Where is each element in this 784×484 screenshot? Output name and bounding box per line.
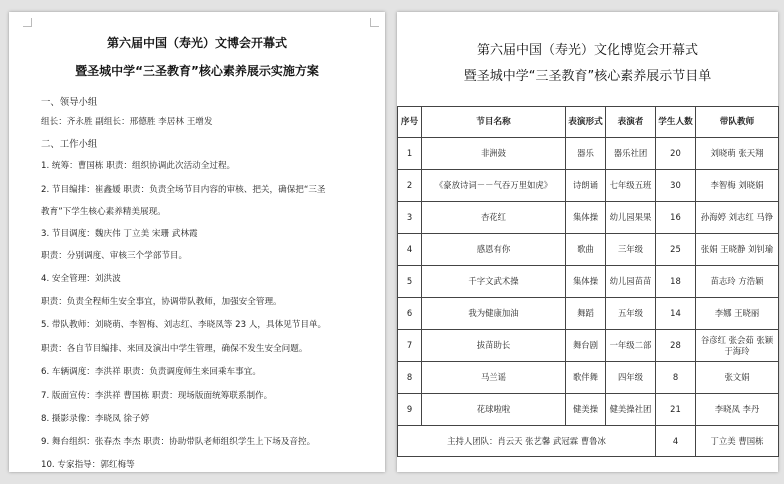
table-cell: 幼儿园果果	[606, 202, 656, 234]
program-table	[397, 106, 779, 457]
table-row	[398, 202, 779, 234]
table-cell: 舞蹈	[566, 298, 606, 330]
section-heading: 二、工作小组	[41, 139, 98, 150]
table-row	[398, 138, 779, 170]
document-subtitle: 暨圣城中学“三圣教育”核心素养展示实施方案	[75, 64, 319, 78]
text-line: 组长：齐永胜 副组长：邢德胜 李居林 王增发	[41, 117, 213, 127]
text-line: 1. 统筹：曹国栋 职责：组织协调此次活动全过程。	[41, 161, 236, 171]
table-cell: 4	[398, 234, 422, 266]
text-line: 职责：负责全程师生安全事宜，协调带队教师，加强安全管理。	[41, 297, 282, 307]
document-title: 第六届中国（寿光）文博会开幕式	[106, 36, 287, 50]
program-title: 第六届中国（寿光）文化博览会开幕式	[476, 43, 698, 58]
table-cell: 李智梅 刘晓娟	[696, 170, 779, 202]
table-cell: 30	[656, 170, 696, 202]
host-team-cell: 主持人团队：肖云天 张艺馨 武冠霖 曹鲁冰	[398, 426, 656, 457]
table-row	[398, 394, 779, 426]
text-line: 5. 带队教师：刘晓萌、李智梅、刘志红、李晓凤等 23 人，具体见节目单。	[41, 320, 327, 330]
text-line: 4. 安全管理：刘洪波	[41, 274, 121, 284]
column-header: 节目名称	[422, 107, 566, 138]
right-document-page	[397, 12, 778, 472]
table-cell: 1	[398, 138, 422, 170]
table-cell: 集体操	[566, 202, 606, 234]
text-line: 7. 版面宣传：李洪祥 曹国栋 职责：现场版面统筹联系制作。	[41, 391, 273, 401]
table-row	[398, 330, 779, 362]
table-cell: 感恩有你	[422, 234, 566, 266]
table-cell: 器乐社团	[606, 138, 656, 170]
column-header: 表演者	[606, 107, 656, 138]
table-cell: 孙海婷 刘志红 马铮	[696, 202, 779, 234]
table-cell: 舞台剧	[566, 330, 606, 362]
table-cell: 谷彦红 张会茹 张颖 于海玲	[696, 330, 779, 362]
table-cell: 5	[398, 266, 422, 298]
table-row	[398, 362, 779, 394]
text-line: 职责：分别调度、审核三个学部节目。	[41, 251, 188, 261]
table-row	[398, 234, 779, 266]
text-line: 10. 专家指导：郭红梅等	[41, 460, 135, 470]
page-corner-mark	[370, 18, 379, 27]
table-cell: 《豪放诗词－－气吞万里如虎》	[422, 170, 566, 202]
table-cell: 25	[656, 234, 696, 266]
table-cell: 千字文武术操	[422, 266, 566, 298]
table-cell: 6	[398, 298, 422, 330]
table-cell: 28	[656, 330, 696, 362]
text-line: 教育”下学生核心素养精美展现。	[41, 207, 166, 217]
table-cell: 21	[656, 394, 696, 426]
text-line: 职责：各自节目编排、来回及演出中学生管理，确保不发生安全问题。	[41, 344, 308, 354]
table-cell: 拔苗助长	[422, 330, 566, 362]
table-cell: 16	[656, 202, 696, 234]
table-cell: 8	[398, 362, 422, 394]
table-cell: 马兰谣	[422, 362, 566, 394]
table-cell: 14	[656, 298, 696, 330]
table-cell: 花球啦啦	[422, 394, 566, 426]
column-header: 带队教师	[696, 107, 779, 138]
table-cell: 3	[398, 202, 422, 234]
table-cell: 集体操	[566, 266, 606, 298]
column-header: 学生人数	[656, 107, 696, 138]
table-cell: 七年级五班	[606, 170, 656, 202]
table-cell: 幼儿园苗苗	[606, 266, 656, 298]
table-row	[398, 266, 779, 298]
table-cell: 7	[398, 330, 422, 362]
host-team-row	[398, 426, 779, 457]
table-cell: 丁立美 曹国栋	[696, 426, 779, 457]
table-cell: 4	[656, 426, 696, 457]
table-cell: 我为健康加油	[422, 298, 566, 330]
text-line: 3. 节目调度：魏庆伟 丁立美 宋珊 武林霞	[41, 229, 198, 239]
table-cell: 健美操社团	[606, 394, 656, 426]
table-cell: 李娜 王晓丽	[696, 298, 779, 330]
table-cell: 18	[656, 266, 696, 298]
table-cell: 五年级	[606, 298, 656, 330]
table-cell: 张娟 王晓静 刘钊瑜	[696, 234, 779, 266]
program-subtitle: 暨圣城中学“三圣教育”核心素养展示节目单	[463, 69, 712, 84]
table-cell: 歌伴舞	[566, 362, 606, 394]
table-header-row	[398, 107, 779, 138]
table-cell: 四年级	[606, 362, 656, 394]
table-cell: 张文娟	[696, 362, 779, 394]
table-row	[398, 170, 779, 202]
text-line: 9. 舞台组织：张春杰 李杰 职责：协助带队老师组织学生上下场及音控。	[41, 437, 316, 447]
table-cell: 诗朗诵	[566, 170, 606, 202]
section-heading: 一、领导小组	[41, 97, 98, 108]
table-cell: 一年级二部	[606, 330, 656, 362]
table-cell: 8	[656, 362, 696, 394]
table-cell: 歌曲	[566, 234, 606, 266]
text-line: 2. 节目编排：崔鑫媛 职责：负责全场节目内容的审核、把关，确保把“三圣	[41, 185, 326, 195]
table-row	[398, 298, 779, 330]
page-corner-mark	[23, 18, 32, 27]
table-cell: 9	[398, 394, 422, 426]
table-cell: 器乐	[566, 138, 606, 170]
table-cell: 刘晓萌 张天翔	[696, 138, 779, 170]
text-line: 8. 摄影录像：李晓凤 徐子婷	[41, 414, 150, 424]
table-cell: 20	[656, 138, 696, 170]
table-cell: 杏花红	[422, 202, 566, 234]
table-cell: 2	[398, 170, 422, 202]
left-document-page	[9, 12, 385, 472]
text-line: 6. 车辆调度：李洪祥 职责：负责调度师生来回乘车事宜。	[41, 367, 261, 377]
table-cell: 三年级	[606, 234, 656, 266]
table-cell: 非洲鼓	[422, 138, 566, 170]
column-header: 序号	[398, 107, 422, 138]
table-cell: 苗志玲 方浩颖	[696, 266, 779, 298]
table-cell: 健美操	[566, 394, 606, 426]
table-cell: 李晓凤 李丹	[696, 394, 779, 426]
column-header: 表演形式	[566, 107, 606, 138]
